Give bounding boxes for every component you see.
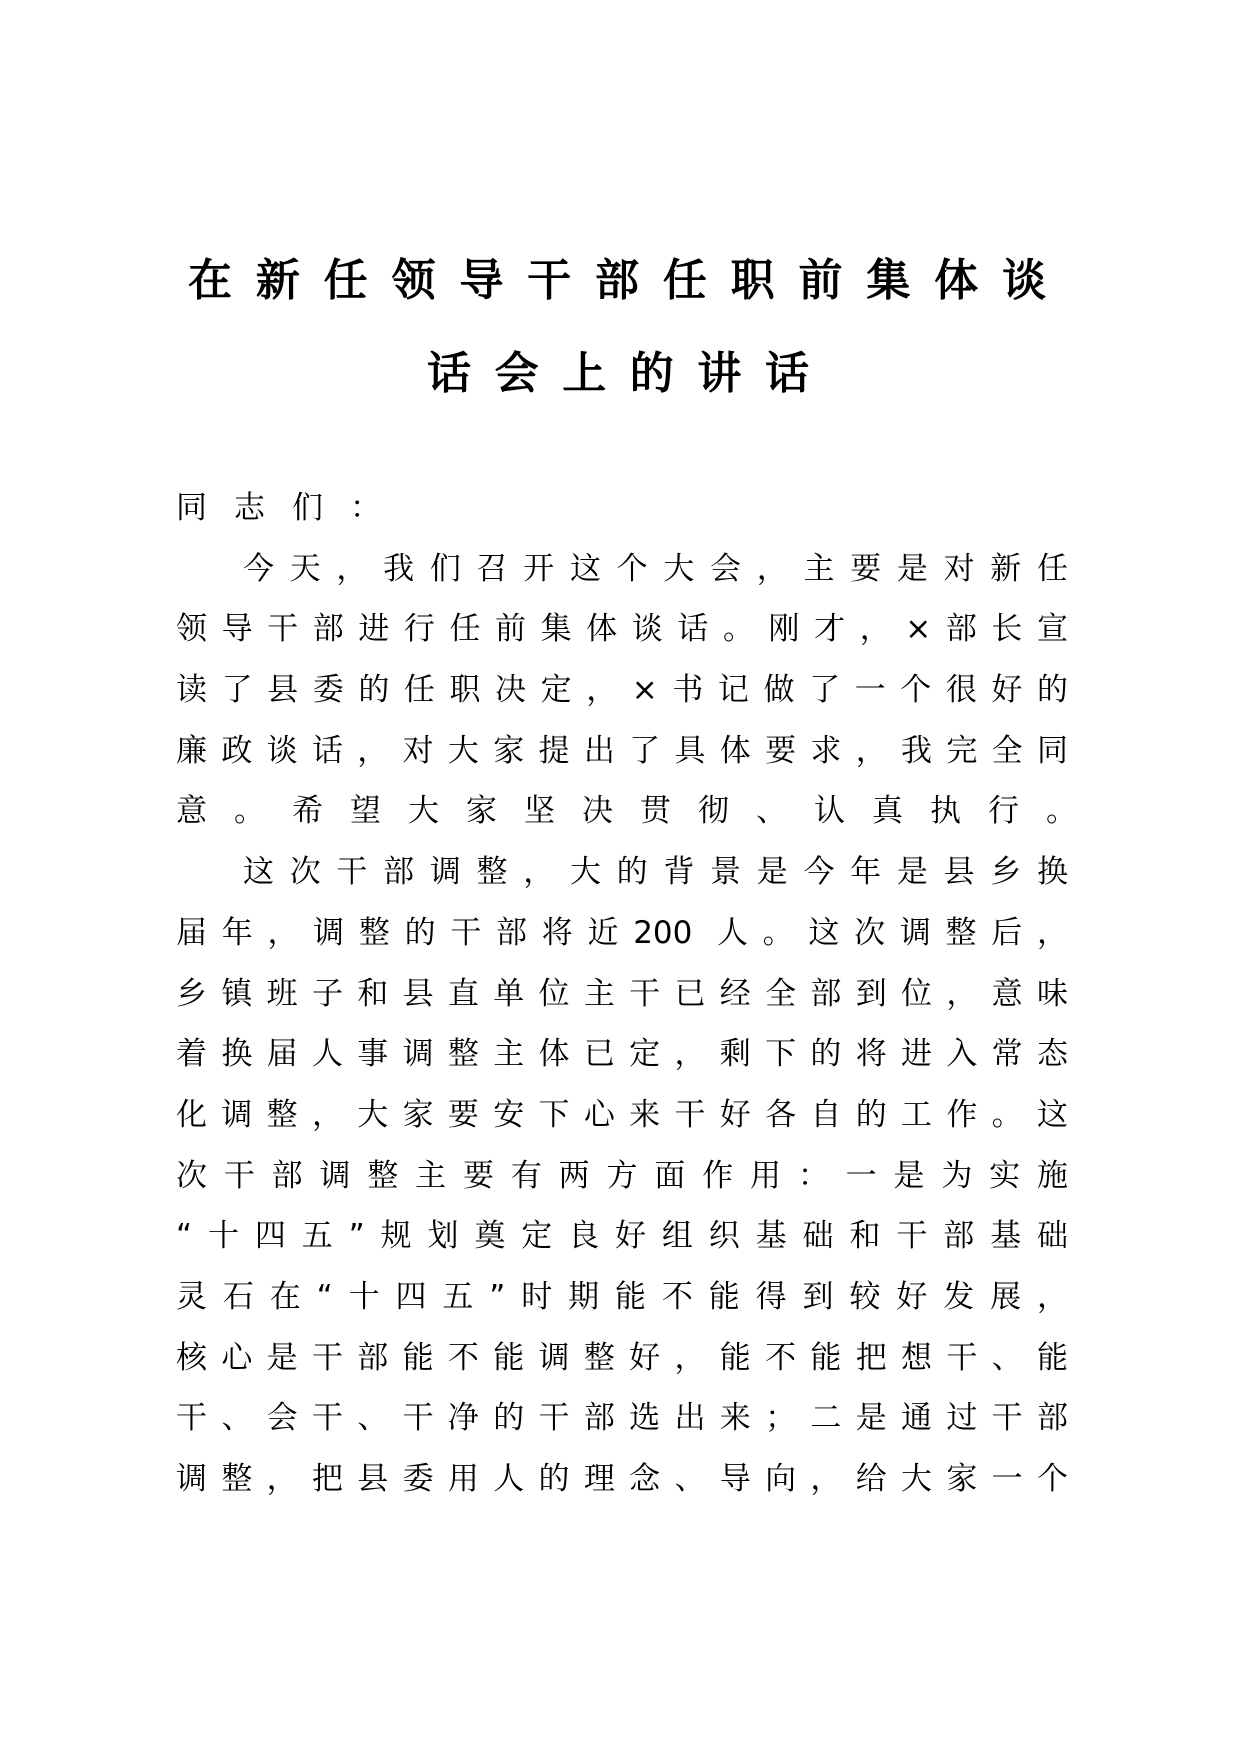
paragraph-line: 着换届人事调整主体已定，剩下的将进入常态 [176,1036,1068,1073]
document-body [176,487,1104,1519]
paragraph-line: 今天，我们召开这个大会，主要是对新任 [243,550,1068,587]
paragraph-line: 届年，调整的干部将近200 人。这次调整后， [176,914,1068,951]
paragraph-line: 领导干部进行任前集体谈话。刚才，×部长宣 [176,611,1068,648]
paragraph-line: 核心是干部能不能调整好，能不能把想干、能 [176,1339,1068,1376]
paragraph-line: 灵石在“十四五”时期能不能得到较好发展， [176,1278,1068,1315]
paragraph-line: 次干部调整主要有两方面作用：一是为实施 [176,1157,1068,1194]
paragraph-line: 意。希望大家坚决贯彻、认真执行。 [176,793,1104,830]
paragraph-line: 干、会干、干净的干部选出来；二是通过干部 [176,1400,1068,1437]
paragraph-line: 乡镇班子和县直单位主干已经全部到位，意味 [176,975,1068,1012]
paragraph-line: “十四五”规划奠定良好组织基础和干部基础 [176,1218,1068,1255]
salutation: 同志们： [176,490,408,526]
paragraph-line: 化调整，大家要安下心来干好各自的工作。这 [176,1096,1068,1133]
title-line-2: 话会上的讲话 [427,348,809,399]
paragraph-line: 调整，把县委用人的理念、导向，给大家一个 [176,1461,1068,1497]
title-line-1: 在新任领导干部任职前集体谈 [188,255,1046,306]
paragraph-line: 读了县委的任职决定，×书记做了一个很好的 [176,672,1068,709]
paragraph-line: 廉政谈话，对大家提出了具体要求，我完全同 [176,732,1068,769]
paragraph-line: 这次干部调整，大的背景是今年是县乡换 [243,854,1068,891]
